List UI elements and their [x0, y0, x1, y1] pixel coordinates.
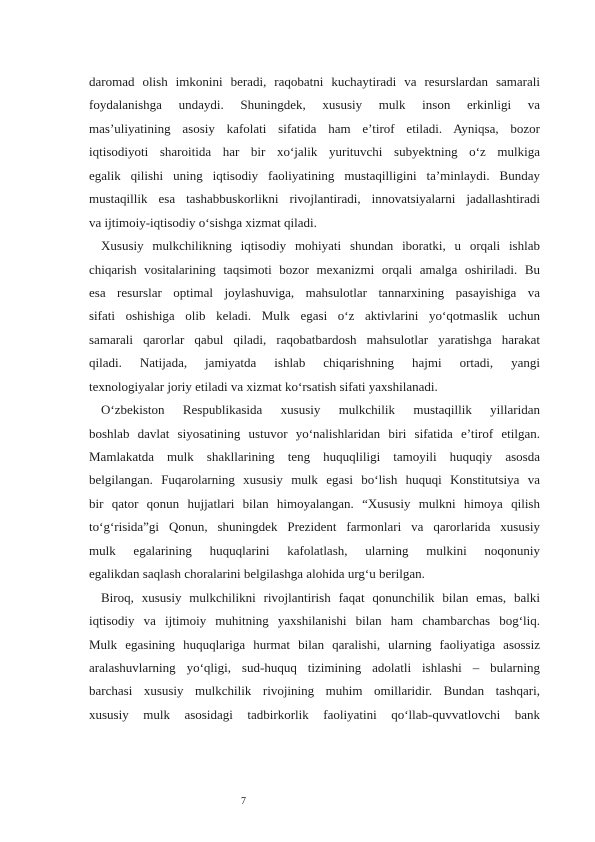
text-line: xususiy mulk asosidagi tadbirkorlik faoliyatini qo‘llab-quvvatlovchi bank: [89, 706, 540, 722]
text-line: egalikdan saqlash choralarini belgilashga alohida urg‘u berilgan.: [89, 566, 425, 582]
text-line: daromad olish imkonini beradi, raqobatni kuchaytiradi va resurslardan samarali: [89, 74, 540, 89]
paragraph: [89, 398, 540, 586]
text-line: sifati oshishiga olib keladi. Mulk egasi o‘z aktivlarini yo‘qotmaslik uchun: [89, 308, 540, 324]
text-line: aralashuvlarning yo‘qligi, sud-huquq tizimining adolatli ishlashi – bularning: [89, 659, 540, 675]
text-line: Mamlakatda mulk shakllarining teng huquqliligi tamoyili huquqiy asosda: [89, 449, 540, 464]
text-line: va ijtimoiy-iqtisodiy o‘sishga xizmat qiladi.: [89, 214, 317, 230]
text-line: iqtisodiy va ijtimoiy muhitning yaxshilanishi bilan ham chambarchas bog‘liq.: [89, 613, 540, 629]
text-line: qiladi. Natijada, jamiyatda ishlab chiqarishning hajmi ortadi, yangi: [89, 355, 540, 371]
paragraph: [89, 70, 540, 234]
text-line: Mulk egasining huquqlariga hurmat bilan qaralishi, ularning faoliyatiga asossiz: [89, 636, 540, 652]
page-number: 7: [241, 796, 246, 807]
text-line: egalik qilishi uning iqtisodiy faoliyatining mustaqilligini ta’minlaydi. Bunday: [89, 167, 540, 183]
text-line: to‘g‘risida”gi Qonun, shuningdek Prezident farmonlari va qarorlarida xususiy: [89, 519, 540, 535]
text-line: mustaqillik esa tashabbuskorlikni rivojlantiradi, innovatsiyalarni jadallashtiradi: [89, 191, 540, 207]
paragraph: [89, 586, 540, 727]
text-line: mas’uliyatining asosiy kafolati sifatida ham e’tirof etiladi. Ayniqsa, bozor: [89, 120, 540, 136]
text-line: Biroq, xususiy mulkchilikni rivojlantirish faqat qonunchilik bilan emas, balki: [101, 589, 540, 605]
text-line: bir qator qonun hujjatlari bilan himoyalangan. “Xususiy mulkni himoya qilish: [89, 495, 540, 511]
text-line: iqtisodiyoti sharoitida har bir xo‘jalik yurituvchi subyektning o‘z mulkiga: [89, 144, 540, 160]
text-line: boshlab davlat siyosatining ustuvor yo‘nalishlaridan biri sifatida e’tirof etilgan.: [89, 425, 540, 441]
text-line: chiqarish vositalarining taqsimoti bozor mexanizmi orqali amalga oshiriladi. Bu: [89, 261, 540, 277]
text-line: O‘zbekiston Respublikasida xususiy mulkchilik mustaqillik yillaridan: [101, 402, 540, 418]
paragraph: [89, 234, 540, 398]
text-line: texnologiyalar joriy etiladi va xizmat ko‘rsatish sifati yaxshilanadi.: [89, 378, 438, 394]
document-body: [89, 70, 540, 726]
text-line: esa resurslar optimal joylashuviga, mahsulotlar tannarxining pasayishiga va: [89, 284, 540, 300]
text-line: barchasi xususiy mulkchilik rivojining muhim omillaridir. Bundan tashqari,: [89, 683, 540, 699]
text-line: belgilangan. Fuqarolarning xususiy mulk egasi bo‘lish huquqi Konstitutsiya va: [89, 472, 540, 488]
text-line: samarali qarorlar qabul qiladi, raqobatbardosh mahsulotlar yaratishga harakat: [89, 331, 540, 347]
text-line: foydalanishga undaydi. Shuningdek, xususiy mulk inson erkinligi va: [89, 97, 540, 113]
text-line: mulk egalarining huquqlarini kafolatlash, ularning mulkini noqonuniy: [89, 542, 540, 558]
text-line: Xususiy mulkchilikning iqtisodiy mohiyati shundan iboratki, u orqali ishlab: [101, 238, 540, 254]
